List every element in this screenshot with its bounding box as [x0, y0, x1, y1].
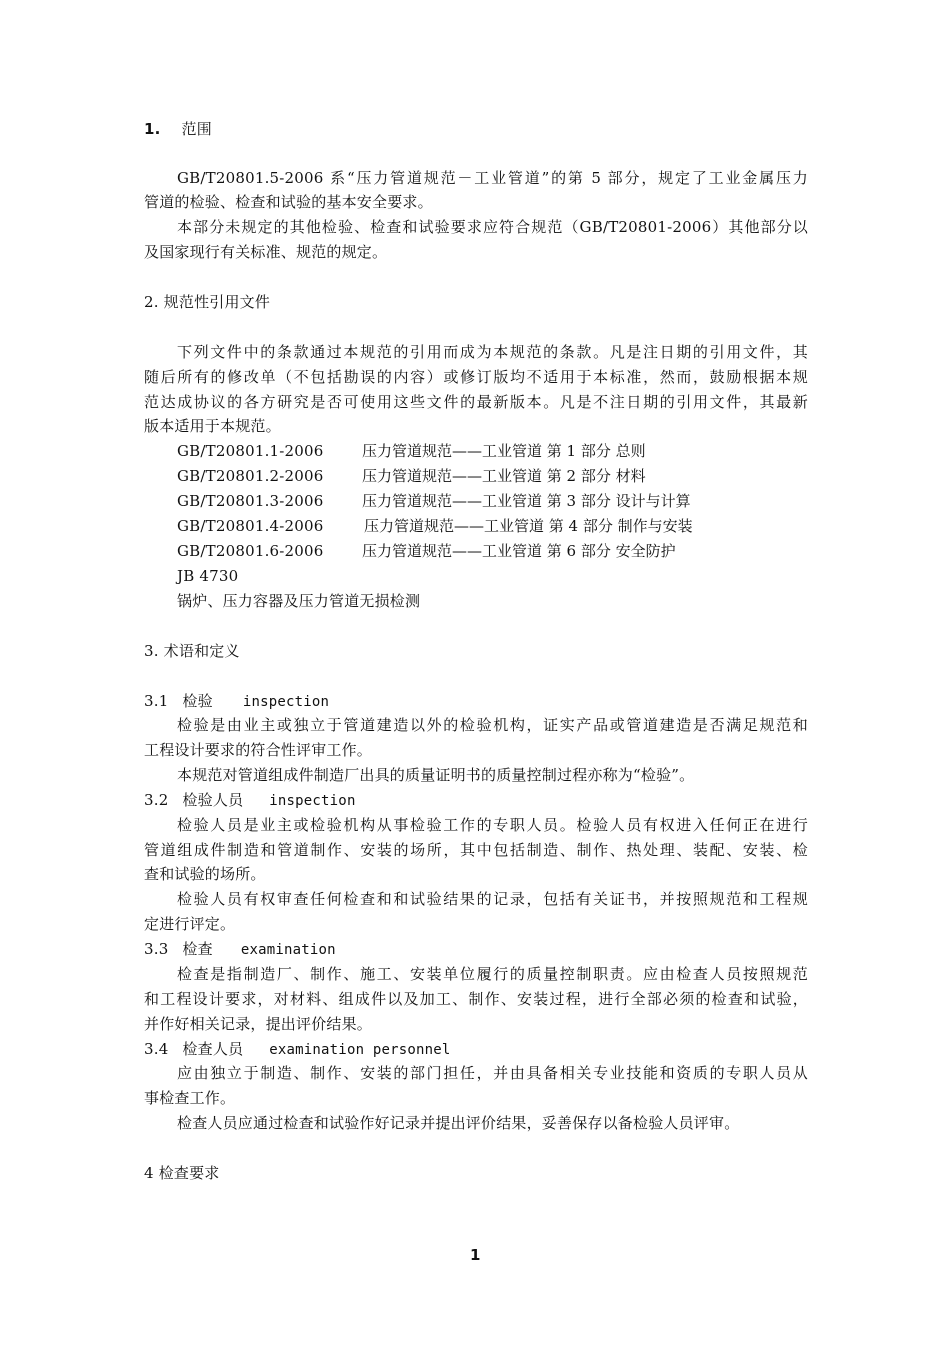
term-number: 3.1 — [144, 692, 169, 710]
reference-code: GB/T20801.1-2006 — [177, 442, 324, 460]
reference-code: GB/T20801.3-2006 — [177, 492, 324, 510]
reference-title: 锅炉、压力容器及压力管道无损检测 — [177, 592, 421, 610]
reference-title: 压力管道规范——工业管道 第 4 部分 制作与安装 — [364, 517, 693, 535]
reference-title: 压力管道规范——工业管道 第 2 部分 材料 — [362, 467, 646, 485]
paragraph-line: 和工程设计要求，对材料、组成件以及加工、制作、安装过程，进行全部必须的检查和试验， — [144, 990, 808, 1008]
reference-title: 压力管道规范——工业管道 第 3 部分 设计与计算 — [362, 492, 691, 510]
paragraph-line: 及国家现行有关标准、规范的规定。 — [144, 243, 388, 261]
term-chinese: 检查人员 — [182, 1040, 244, 1058]
term-chinese: 检验人员 — [182, 791, 244, 809]
paragraph-line: 本规范对管道组成件制造厂出具的质量证明书的质量控制过程亦称为“检验”。 — [177, 766, 695, 784]
paragraph-line: 版本适用于本规范。 — [144, 417, 281, 435]
section-1-title: 范围 — [181, 120, 212, 138]
paragraph-line: 工程设计要求的符合性评审工作。 — [144, 741, 373, 759]
term-english: inspection — [269, 793, 356, 809]
paragraph-line: 应由独立于制造、制作、安装的部门担任，并由具备相关专业技能和资质的专职人员从 — [177, 1064, 808, 1082]
paragraph-line: 检验是由业主或独立于管道建造以外的检验机构，证实产品或管道建造是否满足规范和 — [177, 716, 808, 734]
section-3-heading: 3. 术语和定义 — [144, 642, 240, 660]
reference-title: 压力管道规范——工业管道 第 6 部分 安全防护 — [362, 542, 676, 560]
paragraph-line: 检查人员应通过检查和试验作好记录并提出评价结果，妥善保存以备检验人员评审。 — [177, 1114, 740, 1132]
term-number: 3.4 — [144, 1040, 169, 1058]
term-chinese: 检查 — [182, 940, 213, 958]
term-3-3-heading — [144, 937, 336, 962]
paragraph-line: 随后所有的修改单（不包括勘误的内容）或修订版均不适用于本标准，然而，鼓励根据本规 — [144, 368, 808, 386]
term-chinese: 检验 — [182, 692, 213, 710]
term-english: examination personnel — [269, 1042, 451, 1058]
paragraph-line: 并作好相关记录，提出评价结果。 — [144, 1015, 373, 1033]
section-4-heading: 4 检查要求 — [144, 1164, 220, 1182]
paragraph-line: 本部分未规定的其他检验、检查和试验要求应符合规范（GB/T20801-2006）其他部分以 — [177, 218, 808, 236]
term-3-1-heading — [144, 689, 329, 714]
paragraph-line: 范达成协议的各方研究是否可使用这些文件的最新版本。凡是不注日期的引用文件，其最新 — [144, 393, 808, 411]
section-2-heading: 2. 规范性引用文件 — [144, 293, 271, 311]
paragraph-line: 下列文件中的条款通过本规范的引用而成为本规范的条款。凡是注日期的引用文件，其 — [177, 343, 808, 361]
reference-code: GB/T20801.4-2006 — [177, 517, 324, 535]
paragraph-line: 检验人员有权审查任何检查和和试验结果的记录，包括有关证书，并按照规范和工程规 — [177, 890, 808, 908]
paragraph-line: 管道的检验、检查和试验的基本安全要求。 — [144, 193, 433, 211]
reference-code: GB/T20801.2-2006 — [177, 467, 324, 485]
paragraph-line: 定进行评定。 — [144, 915, 236, 933]
term-english: inspection — [242, 694, 330, 710]
reference-code: JB 4730 — [177, 567, 239, 585]
paragraph-line: 检查是指制造厂、制作、施工、安装单位履行的质量控制职责。应由检查人员按照规范 — [177, 965, 808, 983]
term-english: examination — [240, 942, 336, 958]
page-number: 1 — [470, 1246, 481, 1264]
section-1-number: 1. — [144, 120, 161, 138]
reference-title: 压力管道规范——工业管道 第 1 部分 总则 — [362, 442, 646, 460]
paragraph-line: 查和试验的场所。 — [144, 865, 266, 883]
term-number: 3.3 — [144, 940, 169, 958]
paragraph-line: 检验人员是业主或检验机构从事检验工作的专职人员。检验人员有权进入任何正在进行 — [177, 816, 808, 834]
paragraph-line: GB/T20801.5-2006 系“压力管道规范－工业管道”的第 5 部分，规定了工业金属压力 — [177, 169, 808, 187]
paragraph-line: 事检查工作。 — [144, 1089, 236, 1107]
term-number: 3.2 — [144, 791, 169, 809]
term-3-4-heading — [144, 1037, 450, 1062]
term-3-2-heading — [144, 788, 356, 813]
section-1-heading — [144, 117, 212, 141]
reference-code: GB/T20801.6-2006 — [177, 542, 324, 560]
paragraph-line: 管道组成件制造和管道制作、安装的场所，其中包括制造、制作、热处理、装配、安装、检 — [144, 841, 808, 859]
